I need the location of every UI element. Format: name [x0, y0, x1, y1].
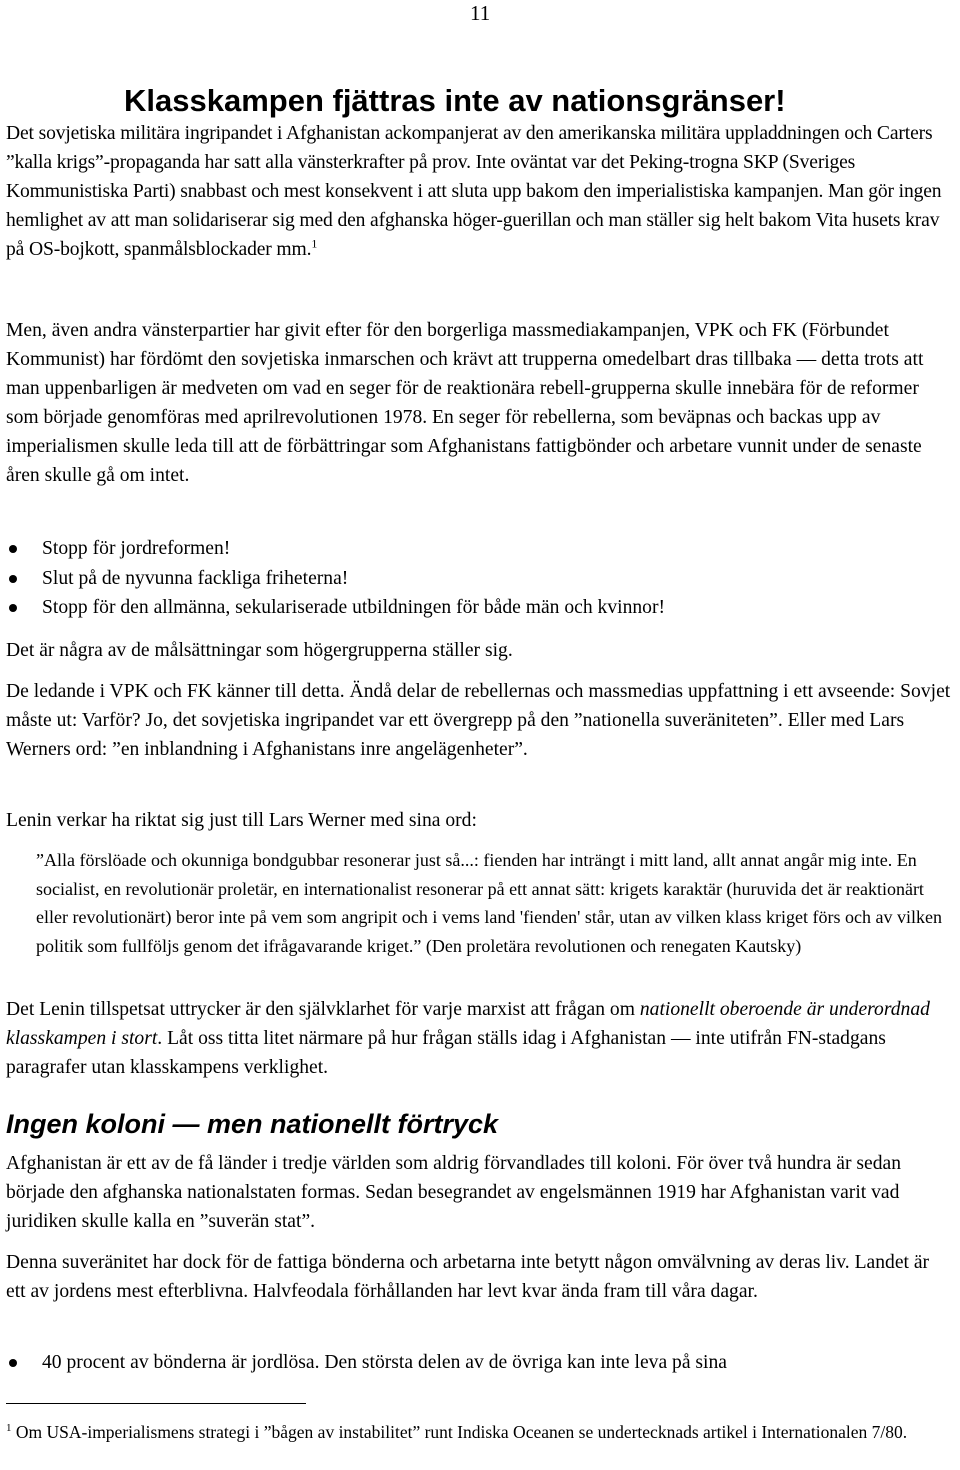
- bullet-icon: [9, 545, 17, 553]
- bullet-icon: [9, 575, 17, 583]
- bullet-list-goals: [6, 534, 952, 623]
- bullet-icon: [9, 1359, 17, 1367]
- paragraph-goals: Det är några av de målsättningar som högergrupperna ställer sig.: [6, 640, 513, 661]
- list-item-text: Slut på de nyvunna fackliga friheterna!: [42, 567, 349, 589]
- footnote-text: Om USA-imperialismens strategi i ”bågen av instabilitet” runt Indiska Oceanen se undertecknads artikel i Internationalen 7/80.: [11, 1422, 908, 1442]
- paragraph-vpk-fk: De ledande i VPK och FK känner till detta. Ändå delar de rebellernas och massmedias uppfattning i ett avseende: Sovjet måste ut: Varför? Jo, det sovjetiska ingripandet var ett övergrepp på den ”nationella suveräniteten”. Eller med Lars Werners ord: ”en inblandning i Afghanistans inre angelägenheter”.: [6, 681, 951, 760]
- list-item: [6, 593, 952, 623]
- bullet-icon: [9, 604, 17, 612]
- footnote-divider: [6, 1403, 306, 1404]
- paragraph-left-parties: Men, även andra vänsterpartier har givit efter för den borgerliga massmediakampanjen, VPK och FK (Förbundet Kommunist) har fördömt den sovjetiska inmarschen och krävt att trupperna omedelbart dras tillbaka — detta trots att man uppenbarligen är medveten om vad en seger för de reaktionära rebell-grupperna skulle innebära för de reformer som började genomföras med aprilrevolutionen 1978. En seger för rebellerna, som beväpnas och backas upp av imperialismen skulle leda till att de förbättringar som Afghanistans fattigbönder och arbetare vunnit under de senaste åren skulle gå om intet.: [6, 320, 924, 486]
- section-heading: Klasskampen fjättras inte av nationsgränser!: [124, 83, 786, 118]
- paragraph-intro: [6, 119, 952, 264]
- list-item-text: 40 procent av bönderna är jordlösa. Den största delen av de övriga kan inte leva på sina: [42, 1352, 727, 1373]
- bullet-list-conditions: [6, 1348, 952, 1378]
- paragraph-lenin-intro: Lenin verkar ha riktat sig just till Lars Werner med sina ord:: [6, 810, 477, 831]
- paragraph-intro-text: Det sovjetiska militära ingripandet i Afghanistan ackompanjerat av den amerikanska militära uppladdningen och Carters ”kalla krigs”-propaganda har satt alla vänsterkrafter på prov. Inte oväntat var det Peking-trogna SKP (Sveriges Kommunistiska Parti) snabbast och mest konsekvent i att sluta upp bakom den imperialistiska kampanjen. Man gör ingen hemlighet av att man solidariserar sig med den afghanska höger-guerillan och man ställer sig helt bakom Vita husets krav på OS-bojkott, spanmålsblockader mm.: [6, 123, 942, 260]
- page-number: 11: [470, 1, 491, 25]
- paragraph-afghanistan-history: Afghanistan är ett av de få länder i tredje världen som aldrig förvandlades till koloni. För över två hundra är sedan började den afghanska nationalstaten formas. Sedan besegrandet av engelsmännen 1919 har Afghanistan varit vad juridiken skulle kalla en ”suverän stat”.: [6, 1153, 902, 1232]
- footnote-ref: 1: [311, 236, 318, 251]
- list-item-text: Stopp för den allmänna, sekulariserade utbildningen för både män och kvinnor!: [42, 597, 666, 618]
- footnote-number: 1: [6, 1422, 12, 1435]
- lenin-quote: ”Alla förslöade och okunniga bondgubbar resonerar just så...: fienden har inträngt i mitt land, allt annat angår mig inte. En socialist, en revolutionär proletär, en internationalist resonerar på ett annat sätt: krigets karaktär (huruvida det är reaktionärt eller revolutionärt) beror inte på vem som angripit och i vems land 'fienden' står, utan av vilken klass kriget förs och av vilken politik som fullföljs genom det ifrågavarande kriget.” (Den proletära revolutionen och renegaten Kautsky): [36, 850, 943, 956]
- list-item: [6, 1348, 952, 1378]
- paragraph-text: . Låt oss titta litet närmare på hur frågan ställs idag i Afghanistan — inte utifrån FN-stadgans paragrafer utan klasskampens verklighet.: [6, 1028, 886, 1078]
- paragraph-lenin-analysis: [6, 995, 952, 1082]
- list-item-text: Stopp för jordreformen!: [42, 538, 231, 559]
- footnote: [6, 1418, 946, 1446]
- paragraph-text: Det Lenin tillspetsat uttrycker är den självklarhet för varje marxist att frågan om: [6, 999, 640, 1020]
- paragraph-sovereignty: Denna suveränitet har dock för de fattiga bönderna och arbetarna inte betytt någon omvälvning av deras liv. Landet är ett av jordens mest efterblivna. Halvfeodala förhållanden har levt kvar ända fram till våra dagar.: [6, 1252, 930, 1302]
- list-item: [6, 534, 952, 564]
- subsection-heading: Ingen koloni — men nationellt förtryck: [6, 1109, 499, 1139]
- list-item: [6, 564, 952, 594]
- emphasis-text: nationellt oberoende är underordnad klasskampen i stort: [6, 999, 930, 1049]
